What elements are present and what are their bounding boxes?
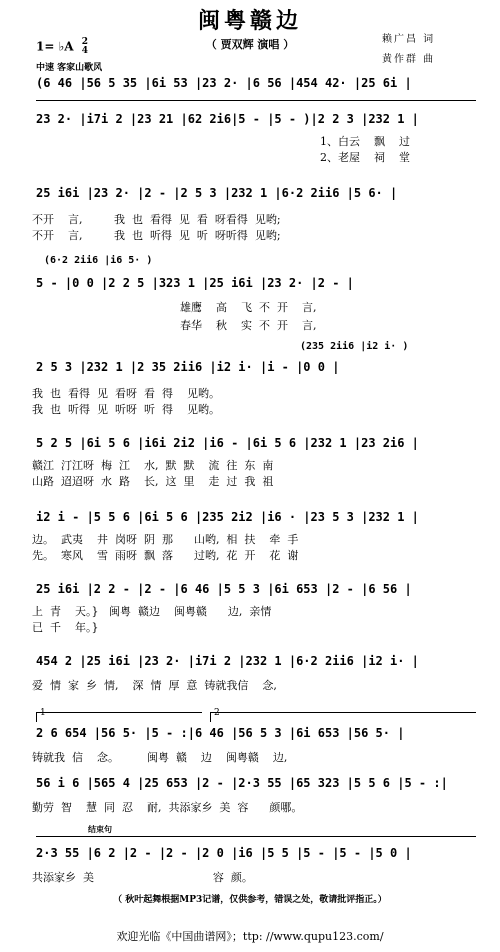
time-bottom: 4 bbox=[81, 46, 89, 56]
notation-line: 5 2 5 |6i 5 6 |i6i 2i2 |i6 - |6i 5 6 |232 1 |23 2i6 | bbox=[36, 436, 419, 450]
lyricist-credit: 赖广昌 词 bbox=[382, 34, 436, 45]
song-title: 闽粤赣边 bbox=[197, 8, 302, 34]
notation-line: 2 6 654 |56 5· |5 - :|6 46 |56 5 3 |6i 653 |56 5· | bbox=[36, 726, 405, 740]
notation-line: 5 - |0 0 |2 2 5 |323 1 |25 i6i |23 2· |2 - | bbox=[36, 276, 354, 290]
lyric-line: 已 千 年。} bbox=[32, 621, 99, 634]
lyric-line: 春华 秋 实 不 开 言, bbox=[180, 319, 317, 332]
notation-line: 25 i6i |23 2· |2 - |2 5 3 |232 1 |6·2 2ii6 |5 6· | bbox=[36, 186, 398, 200]
notation-line: (235 2ii6 |i2 i· ) bbox=[300, 341, 409, 352]
composer-credit: 黄作群 曲 bbox=[382, 54, 436, 65]
coda-bracket bbox=[36, 836, 476, 837]
volta-number-second: 2 bbox=[214, 708, 220, 718]
lyric-line: 不开 言, 我 也 听得 见 听 呀听得 见哟; bbox=[32, 229, 281, 242]
notation-line: 56 i 6 |565 4 |25 653 |2 - |2·3 55 |65 323 |5 5 6 |5 - :| bbox=[36, 776, 448, 790]
volta-bracket-second bbox=[210, 712, 476, 713]
performer-line: （ 贾双辉 演唱 ） bbox=[205, 38, 295, 51]
transcription-note: （ 秋叶起舞根据MP3记谱，仅供参考，错误之处，敬请批评指正。） bbox=[113, 895, 387, 905]
lyric-line: 1、白云 飘 过 bbox=[320, 135, 410, 148]
notation-line: 25 i6i |2 2 - |2 - |6 46 |5 5 3 |6i 653 |2 - |6 56 | bbox=[36, 582, 412, 596]
volta-bracket-first bbox=[36, 712, 202, 713]
lyric-line: 爱 情 家 乡 情, 深 情 厚 意 铸就我信 念, bbox=[32, 679, 277, 692]
volta-bracket-tick bbox=[210, 712, 211, 722]
notation-line: (6 46 |56 5 35 |6i 53 |23 2· |6 56 |454 42· |25 6i | bbox=[36, 76, 412, 90]
lyric-line: 边。 武夷 井 岗呀 阴 那 山哟, 相 扶 牵 手 bbox=[32, 533, 299, 546]
notation-line: 2 5 3 |232 1 |2 35 2ii6 |i2 i· |i - |0 0 | bbox=[36, 360, 340, 374]
notation-line: 454 2 |25 i6i |23 2· |i7i 2 |232 1 |6·2 2ii6 |i2 i· | bbox=[36, 654, 419, 668]
key-label: 1= ♭A bbox=[36, 39, 74, 54]
lyric-line: 2、老屋 祠 堂 bbox=[320, 151, 410, 164]
coda-label: 结束句 bbox=[88, 824, 112, 834]
tempo-marking: 中速 客家山歌风 bbox=[36, 63, 103, 73]
lyric-line: 我 也 听得 见 听呀 听 得 见哟。 bbox=[32, 403, 220, 416]
volta-bracket-tick bbox=[36, 712, 37, 722]
staff-divider bbox=[36, 100, 476, 101]
lyric-line: 雄鹰 高 飞 不 开 言, bbox=[180, 301, 317, 314]
volta-number-first: 1 bbox=[40, 708, 46, 718]
time-signature bbox=[82, 38, 88, 56]
lyric-line: 共添家乡 美 容 颜。 bbox=[32, 871, 253, 884]
lyric-line: 勤劳 智 慧 同 忍 耐, 共添家乡 美 容 颜哪。 bbox=[32, 801, 303, 814]
key-signature bbox=[36, 38, 88, 56]
lyric-line: 赣江 汀江呀 梅 江 水, 默 默 流 往 东 南 bbox=[32, 459, 274, 472]
site-footer: 欢迎光临《中国曲谱网》；ttp: //www.qupu123.com/ bbox=[116, 930, 384, 943]
notation-line: 2·3 55 |6 2 |2 - |2 - |2 0 |i6 |5 5 |5 - |5 - |5 0 | bbox=[36, 846, 412, 860]
notation-line: (6·2 2ii6 |i6 5· ) bbox=[44, 255, 153, 266]
time-top: 2 bbox=[81, 37, 89, 47]
notation-line: i2 i - |5 5 6 |6i 5 6 |235 2i2 |i6 · |23 5 3 |232 1 | bbox=[36, 510, 419, 524]
lyric-line: 我 也 看得 见 看呀 看 得 见哟。 bbox=[32, 387, 220, 400]
notation-line: 23 2· |i7i 2 |23 21 |62 2i6|5 - |5 - )|2 2 3 |232 1 | bbox=[36, 112, 419, 126]
lyric-line: 上 青 天。} 闽粤 赣边 闽粤赣 边, 亲情 bbox=[32, 605, 272, 618]
lyric-line: 先。 寒风 雪 雨呀 飘 落 过哟, 花 开 花 谢 bbox=[32, 549, 299, 562]
lyric-line: 山路 迢迢呀 水 路 长, 这 里 走 过 我 祖 bbox=[32, 475, 274, 488]
lyric-line: 不开 言, 我 也 看得 见 看 呀看得 见哟; bbox=[32, 213, 281, 226]
lyric-line: 铸就我 信 念。 闽粤 赣 边 闽粤赣 边, bbox=[32, 751, 288, 764]
